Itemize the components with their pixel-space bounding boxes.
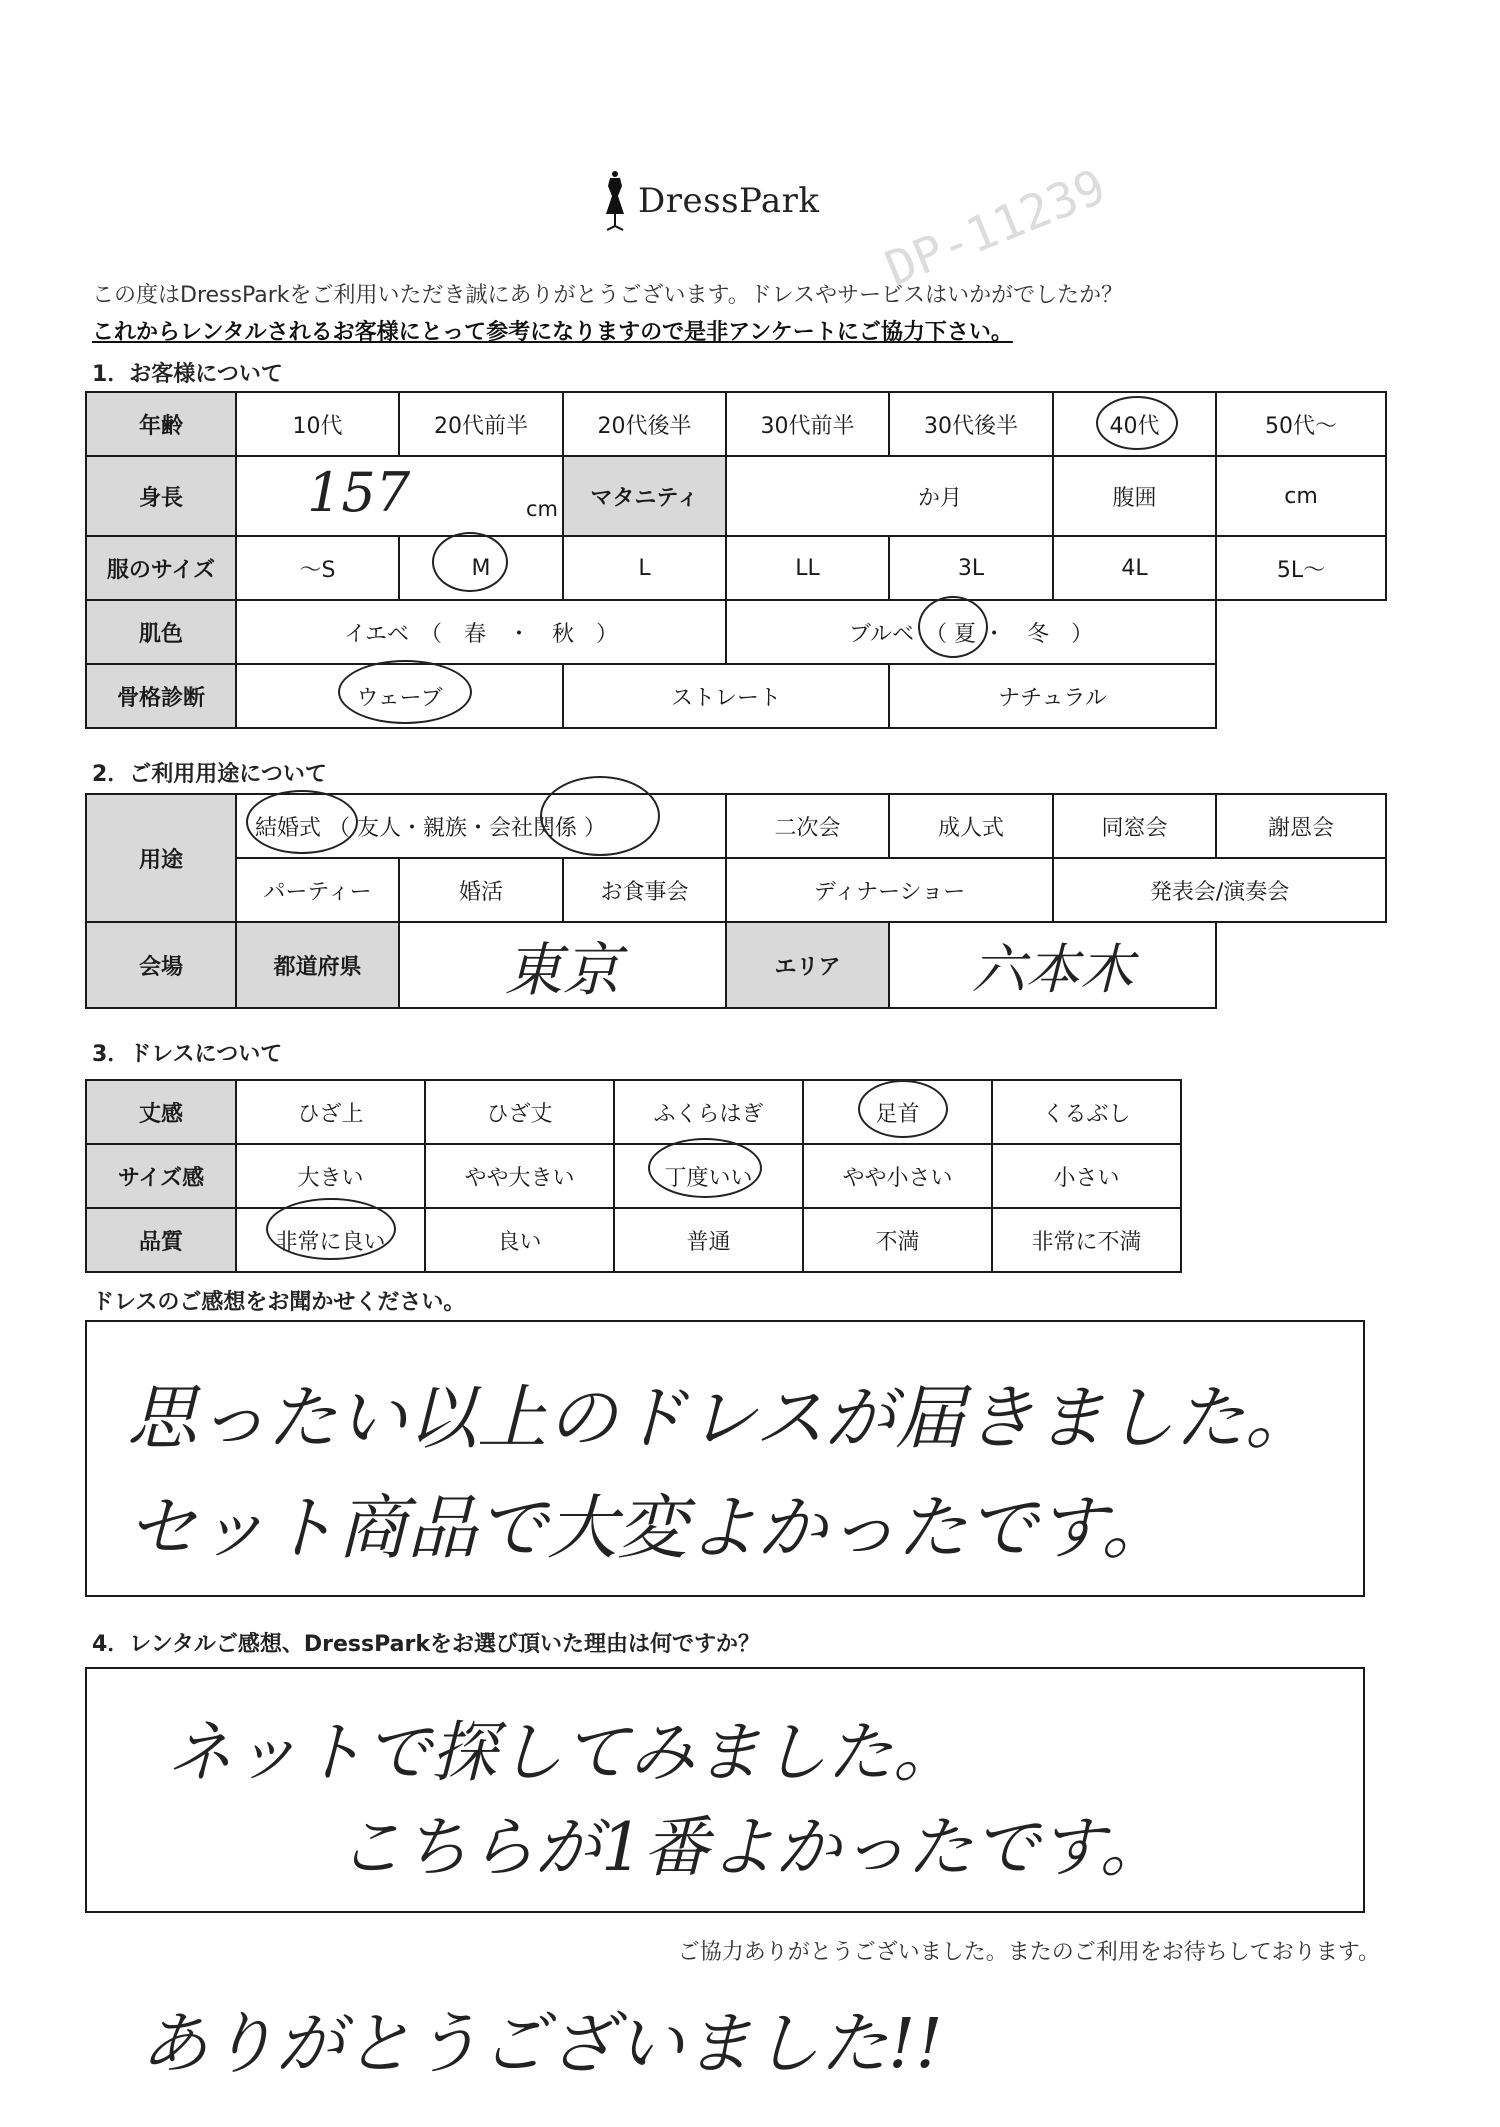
age-option[interactable]: 30代前半 — [726, 392, 889, 456]
purpose-option[interactable]: ディナーショー — [726, 858, 1053, 922]
quality-option[interactable]: 良い — [425, 1208, 614, 1272]
reason-comment-line: ネットで探してみました。 — [167, 1714, 959, 1791]
age-option[interactable]: 20代前半 — [399, 392, 563, 456]
skin-label: 肌色 — [86, 600, 236, 664]
height-label: 身長 — [86, 456, 236, 536]
quality-option-selected[interactable]: 非常に良い — [236, 1208, 425, 1272]
height-unit: cm — [525, 497, 558, 521]
skin-blue-prefix: ブルベ （ — [848, 621, 948, 647]
selection-circle — [918, 596, 988, 658]
handwritten-id-watermark: DP-11239 — [877, 158, 1114, 298]
quality-option[interactable]: 不満 — [803, 1208, 992, 1272]
months-unit: か月 — [917, 485, 962, 511]
waist-label: 腹囲 — [1053, 456, 1216, 536]
purpose-option[interactable]: 婚活 — [399, 858, 563, 922]
selection-circle — [1096, 396, 1178, 450]
length-option[interactable]: ひざ上 — [236, 1080, 425, 1144]
selection-circle — [540, 776, 660, 856]
body-type-option[interactable]: ストレート — [563, 664, 889, 728]
age-option[interactable]: 20代後半 — [563, 392, 726, 456]
age-label: 年齢 — [86, 392, 236, 456]
size-option[interactable]: L — [563, 536, 726, 600]
body-type-label: 骨格診断 — [86, 664, 236, 728]
selection-circle — [338, 660, 472, 724]
length-option-selected[interactable]: 足首 — [803, 1080, 992, 1144]
purpose-option[interactable]: 二次会 — [726, 794, 889, 858]
fit-option[interactable]: 小さい — [992, 1144, 1181, 1208]
size-option[interactable]: ～S — [236, 536, 399, 600]
prefecture-value: 東京 — [504, 936, 621, 1004]
selection-circle — [246, 790, 358, 854]
brand-logo — [600, 170, 820, 232]
waist-field[interactable] — [1216, 456, 1386, 536]
purpose-option[interactable]: 謝恩会 — [1216, 794, 1386, 858]
fit-option[interactable]: 大きい — [236, 1144, 425, 1208]
length-option[interactable]: ひざ丈 — [425, 1080, 614, 1144]
section3-title: 3．ドレスについて — [92, 1042, 283, 1067]
purpose-option[interactable]: 成人式 — [889, 794, 1053, 858]
maternity-months-field[interactable] — [726, 456, 1053, 536]
dress-form-icon — [600, 170, 630, 232]
body-type-option[interactable]: ナチュラル — [889, 664, 1216, 728]
selection-circle — [648, 1138, 762, 1198]
selection-circle — [266, 1198, 396, 1260]
size-option[interactable]: LL — [726, 536, 889, 600]
body-type-option-selected[interactable]: ウェーブ — [236, 664, 563, 728]
fit-label: サイズ感 — [86, 1144, 236, 1208]
dress-table — [85, 1079, 1182, 1273]
skin-yellow-option[interactable]: イエベ （ 春 ・ 秋 ） — [236, 600, 726, 664]
skin-blue-suffix: ・ 冬 ） — [983, 621, 1094, 647]
thanks-message: ご協力ありがとうございました。またのご利用をお待ちしております。 — [677, 1940, 1380, 1965]
selection-circle — [432, 532, 508, 592]
length-label: 丈感 — [86, 1080, 236, 1144]
age-option-selected[interactable]: 40代 — [1053, 392, 1216, 456]
height-field[interactable] — [236, 456, 563, 536]
age-option[interactable]: 10代 — [236, 392, 399, 456]
size-option[interactable]: 4L — [1053, 536, 1216, 600]
intro-text: この度はDressParkをご利用いただき誠にありがとうございます。ドレスやサービスはいかがでしたか？ — [92, 283, 1124, 308]
fit-option[interactable]: やや小さい — [803, 1144, 992, 1208]
fit-option-selected[interactable]: 丁度いい — [614, 1144, 803, 1208]
intro-request: これからレンタルされるお客様にとって参考になりますので是非アンケートにご協力下さい。 — [92, 320, 1013, 345]
customer-table — [85, 391, 1387, 729]
reason-comment-line: こちらが1番よかったです。 — [337, 1809, 1166, 1886]
brand-name: DressPark — [638, 181, 820, 221]
dress-comment-line: 思ったい以上のドレスが届きました。 — [127, 1377, 1315, 1459]
section4-title: 4．レンタルご感想、DressParkをお選び頂いた理由は何ですか？ — [92, 1632, 760, 1657]
dress-comment-line: セット商品で大変よかったです。 — [127, 1487, 1172, 1569]
prefecture-field[interactable] — [399, 922, 726, 1008]
wedding-selected: 結婚式 — [255, 815, 322, 841]
size-option[interactable]: 5L～ — [1216, 536, 1386, 600]
wedding-company-selected: 会社関係 — [489, 815, 578, 841]
purpose-option[interactable]: 発表会/演奏会 — [1053, 858, 1386, 922]
purpose-option[interactable]: お食事会 — [563, 858, 726, 922]
area-value: 六本木 — [971, 937, 1134, 1001]
selection-circle — [858, 1080, 948, 1138]
waist-unit: cm — [1284, 483, 1318, 509]
purpose-label: 用途 — [86, 794, 236, 922]
wedding-detail-close: ） — [584, 815, 607, 841]
reason-comment-box[interactable] — [85, 1667, 1365, 1913]
age-option[interactable]: 50代～ — [1216, 392, 1386, 456]
venue-label: 会場 — [86, 922, 236, 1008]
section1-title: 1．お客様について — [92, 362, 283, 387]
purpose-option[interactable]: パーティー — [236, 858, 399, 922]
comment-prompt: ドレスのご感想をお聞かせください。 — [92, 1290, 466, 1315]
length-option[interactable]: ふくらはぎ — [614, 1080, 803, 1144]
dress-comment-box[interactable] — [85, 1320, 1365, 1597]
area-field[interactable] — [889, 922, 1216, 1008]
section2-title: 2．ご利用用途について — [92, 762, 327, 787]
size-label: 服のサイズ — [86, 536, 236, 600]
quality-label: 品質 — [86, 1208, 236, 1272]
handwritten-thanks: ありがとうございました!! — [140, 2005, 943, 2084]
wedding-detail-open: （ 友人・親族・ — [328, 815, 490, 841]
prefecture-label: 都道府県 — [236, 922, 399, 1008]
height-value: 157 — [307, 461, 411, 524]
maternity-label: マタニティ — [563, 456, 726, 536]
size-option[interactable]: 3L — [889, 536, 1053, 600]
size-option-selected[interactable]: M — [399, 536, 563, 600]
age-option[interactable]: 30代後半 — [889, 392, 1053, 456]
quality-option[interactable]: 普通 — [614, 1208, 803, 1272]
quality-option[interactable]: 非常に不満 — [992, 1208, 1181, 1272]
fit-option[interactable]: やや大きい — [425, 1144, 614, 1208]
skin-summer-selected: 夏 — [954, 621, 977, 647]
purpose-option[interactable]: 同窓会 — [1053, 794, 1216, 858]
area-label: エリア — [726, 922, 889, 1008]
length-option[interactable]: くるぶし — [992, 1080, 1181, 1144]
